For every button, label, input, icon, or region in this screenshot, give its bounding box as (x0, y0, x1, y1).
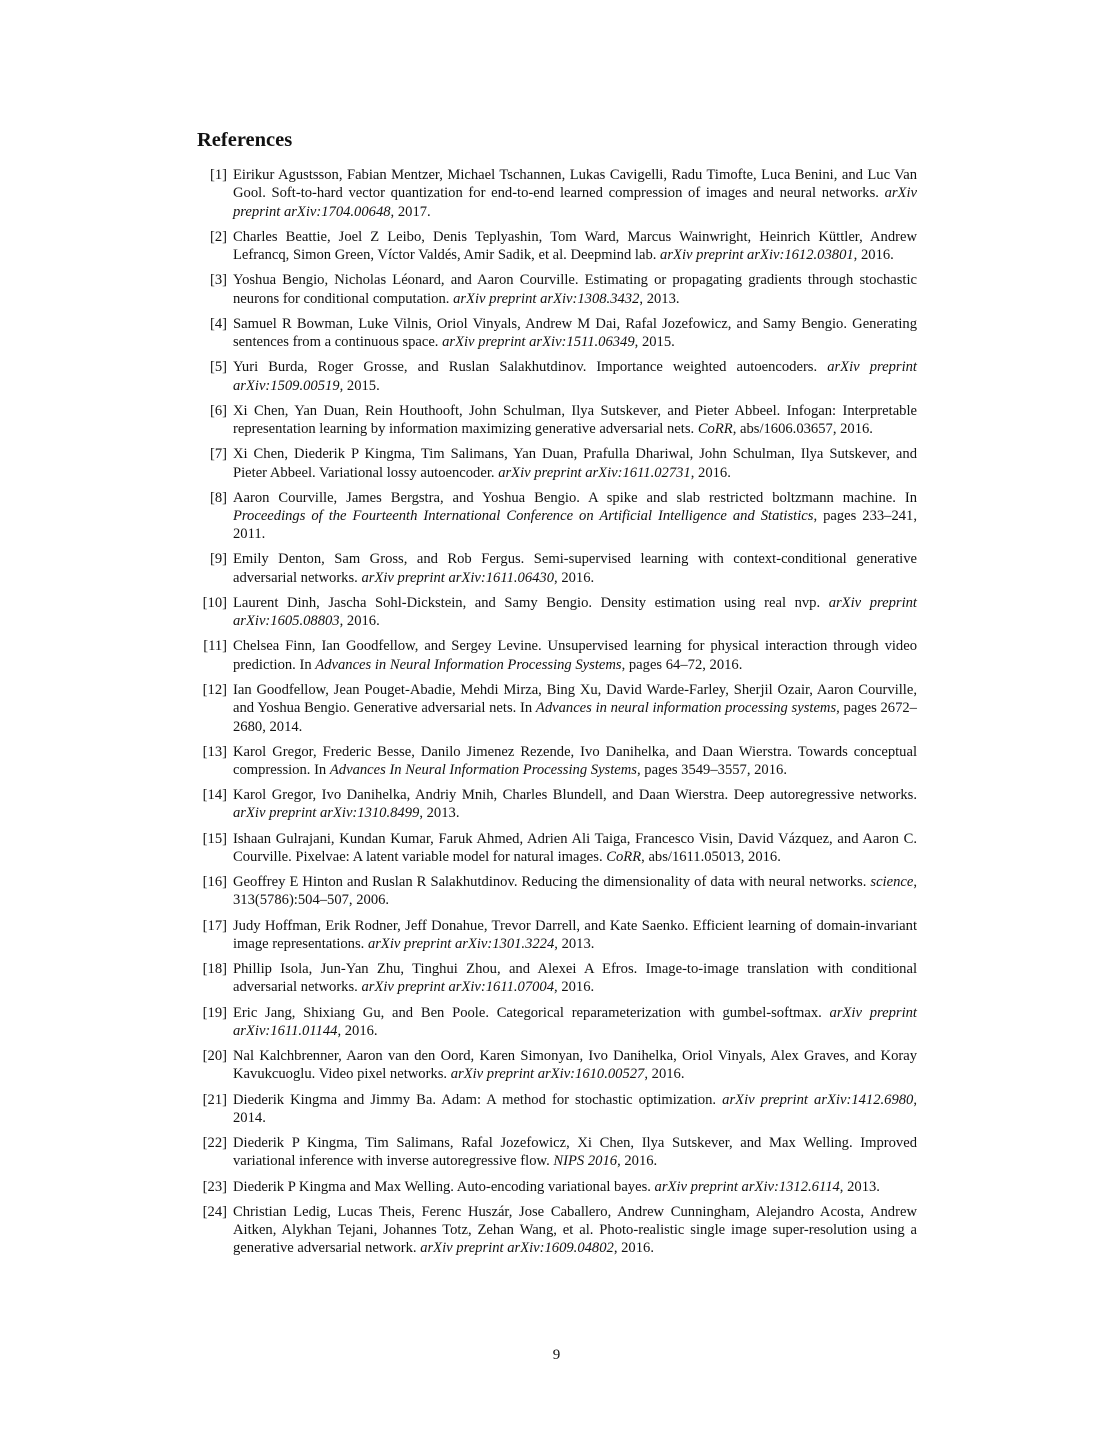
reference-number: [14] (202, 787, 227, 804)
reference-number: [1] (209, 167, 227, 183)
reference-text (233, 1004, 917, 1041)
reference-venue: Advances In Neural Information Processing Systems (329, 762, 637, 778)
reference-segment: , pages 64–72, 2016. (621, 656, 743, 673)
reference-number: [2] (209, 228, 227, 245)
reference-text (233, 917, 917, 954)
reference-number: [20] (202, 1048, 227, 1065)
reference-segment: , 2016. (644, 1066, 685, 1083)
reference-text (233, 873, 917, 910)
reference-segment: Ian Goodfellow, Jean Pouget-Abadie, Mehdi Mirza, Bing Xu, David Warde-Farley, Sherjil Ozair, Aaron Courville, and Yoshua Bengio. Generative adversarial nets. In (233, 681, 917, 717)
reference-venue: CoRR (697, 421, 733, 438)
reference-text (233, 550, 917, 587)
reference-text (233, 402, 917, 439)
reference-segment: Judy Hoffman, Erik Rodner, Jeff Donahue, Trevor Darrell, and Kate Saenko. Efficient learning of domain-invariant image representations. (233, 917, 917, 952)
reference-segment: Eirikur Agustsson, Fabian Mentzer, Michael Tschannen, Lukas Cavigelli, Radu Timofte, Luca Benini, and Luc Van Gool. Soft-to-hard vector quantization for end-to-end learned compression of images and neural networks. (233, 167, 917, 202)
reference-number: [22] (202, 1135, 227, 1152)
reference-entry (197, 358, 917, 395)
reference-venue: CoRR (606, 848, 642, 865)
reference-entry (197, 786, 917, 823)
reference-text (233, 637, 917, 674)
reference-segment: Emily Denton, Sam Gross, and Rob Fergus. Semi-supervised learning with context-conditional generative adversarial networks. (233, 551, 917, 586)
reference-segment: Karol Gregor, Ivo Danihelka, Andriy Mnih, Charles Blundell, and Daan Wierstra. Deep autoregressive networks. (233, 787, 917, 804)
section-title: References (197, 129, 293, 151)
reference-segment: , abs/1611.05013, 2016. (641, 848, 781, 865)
reference-venue: arXiv preprint arXiv:1704.00648 (233, 185, 917, 220)
reference-entry (197, 228, 917, 265)
reference-venue: arXiv preprint arXiv:1412.6980 (722, 1091, 914, 1108)
reference-text (233, 1047, 917, 1084)
reference-entry (197, 960, 917, 997)
reference-text (233, 1134, 917, 1171)
reference-text (233, 960, 917, 997)
reference-entry (197, 637, 917, 674)
reference-venue: arXiv preprint arXiv:1509.00519 (233, 359, 917, 394)
reference-number: [13] (202, 743, 227, 760)
page-number: 9 (552, 1347, 561, 1363)
reference-entry (197, 681, 917, 736)
reference-segment: , 2016. (853, 247, 894, 264)
reference-entry (197, 550, 917, 587)
reference-venue: arXiv preprint arXiv:1312.6114 (654, 1178, 840, 1195)
reference-entry (197, 830, 917, 867)
reference-number: [11] (203, 638, 227, 655)
reference-segment: Geoffrey E Hinton and Ruslan R Salakhutdinov. Reducing the dimensionality of data with neural networks. (233, 874, 871, 891)
reference-text (233, 445, 917, 482)
reference-text (233, 271, 917, 308)
reference-segment: Diederik P Kingma, Tim Salimans, Rafal Jozefowicz, Xi Chen, Ilya Sutskever, and Max Welling. Improved variational inference with inverse autoregressive flow. (233, 1135, 917, 1170)
reference-venue: arXiv preprint arXiv:1611.02731 (498, 464, 691, 481)
reference-segment: , 2016. (617, 1153, 658, 1170)
reference-segment: Ishaan Gulrajani, Kundan Kumar, Faruk Ahmed, Adrien Ali Taiga, Francesco Visin, David Vázquez, and Aaron C. Courville. Pixelvae: A latent variable model for natural images. (233, 830, 917, 865)
reference-text (233, 743, 917, 780)
reference-entry (197, 594, 917, 631)
reference-segment: Diederik Kingma and Jimmy Ba. Adam: A method for stochastic optimization. (233, 1091, 723, 1108)
reference-number: [4] (209, 315, 227, 332)
reference-segment: , pages 233–241, 2011. (233, 507, 917, 543)
reference-segment: Xi Chen, Diederik P Kingma, Tim Salimans, Yan Duan, Prafulla Dhariwal, John Schulman, Ilya Sutskever, and Pieter Abbeel. Variational lossy autoencoder. (233, 446, 917, 481)
reference-segment: Xi Chen, Yan Duan, Rein Houthooft, John Schulman, Ilya Sutskever, and Pieter Abbeel. Infogan: Interpretable representation learning by information maximizing generative adversarial nets. (233, 402, 917, 438)
reference-segment: , 2013. (839, 1178, 880, 1195)
reference-segment: Chelsea Finn, Ian Goodfellow, and Sergey Levine. Unsupervised learning for physical interaction through video prediction. In (233, 638, 917, 673)
reference-venue: arXiv preprint arXiv:1511.06349 (442, 334, 635, 351)
reference-text (233, 830, 917, 867)
reference-entry (197, 743, 917, 780)
reference-venue: arXiv preprint arXiv:1301.3224 (367, 935, 555, 952)
reference-segment: , pages 3549–3557, 2016. (636, 762, 787, 778)
reference-entry (197, 873, 917, 910)
reference-number: [15] (202, 830, 227, 847)
reference-entry (197, 271, 917, 308)
reference-entry (197, 1134, 917, 1171)
reference-venue: science (870, 874, 914, 891)
reference-number: [16] (202, 874, 227, 891)
reference-segment: , 2016. (337, 1022, 378, 1039)
reference-venue: arXiv preprint arXiv:1310.8499 (233, 805, 420, 822)
reference-venue: arXiv preprint arXiv:1611.01144 (233, 1004, 917, 1039)
reference-entry (197, 445, 917, 482)
reference-venue: arXiv preprint arXiv:1605.08803 (233, 594, 917, 630)
reference-text (233, 166, 917, 221)
reference-segment: , abs/1606.03657, 2016. (732, 421, 873, 438)
reference-number: [6] (209, 402, 227, 419)
reference-number: [10] (202, 594, 227, 611)
reference-number: [12] (202, 681, 227, 698)
reference-number: [24] (202, 1203, 227, 1220)
reference-number: [5] (209, 359, 227, 376)
reference-segment: , 2016. (613, 1240, 654, 1257)
reference-venue: Proceedings of the Fourteenth International Conference on Artificial Intelligence and Statistics (233, 507, 814, 524)
reference-segment: Christian Ledig, Lucas Theis, Ferenc Huszár, Jose Caballero, Andrew Cunningham, Alejandro Acosta, Andrew Aitken, Alykhan Tejani, Johannes Totz, Zehan Wang, et al. Photo-realistic single image super-resolution using a generative adversarial network. (233, 1203, 917, 1257)
reference-venue: arXiv preprint arXiv:1609.04802 (420, 1240, 614, 1257)
reference-list (197, 166, 917, 1265)
reference-segment: Phillip Isola, Jun-Yan Zhu, Tinghui Zhou, and Alexei A Efros. Image-to-image translation with conditional adversarial networks. (233, 961, 917, 996)
reference-entry (197, 1091, 917, 1128)
reference-segment: , 2014. (233, 1091, 918, 1126)
reference-venue: arXiv preprint arXiv:1611.06430 (361, 569, 555, 586)
reference-entry (197, 315, 917, 352)
reference-segment: , 313(5786):504–507, 2006. (233, 874, 917, 909)
reference-segment: , pages 2672–2680, 2014. (233, 700, 917, 735)
reference-segment: , 2013. (419, 805, 460, 822)
reference-entry (197, 1203, 917, 1258)
reference-text (233, 1178, 917, 1196)
reference-number: [17] (202, 917, 227, 934)
reference-entry (197, 402, 917, 439)
reference-text (233, 786, 917, 823)
reference-venue: arXiv preprint arXiv:1611.07004 (361, 979, 555, 996)
reference-segment: , 2016. (690, 464, 731, 481)
reference-text (233, 1203, 917, 1258)
reference-text (233, 681, 917, 736)
reference-segment: , 2016. (339, 613, 380, 630)
reference-segment: Laurent Dinh, Jascha Sohl-Dickstein, and Samy Bengio. Density estimation using real nvp. (233, 594, 829, 611)
reference-segment: Diederik P Kingma and Max Welling. Auto-encoding variational bayes. (233, 1178, 655, 1195)
reference-venue: Advances in neural information processing systems (535, 700, 837, 717)
reference-segment: Yoshua Bengio, Nicholas Léonard, and Aaron Courville. Estimating or propagating gradients through stochastic neurons for conditional computation. (233, 272, 917, 307)
reference-entry (197, 166, 917, 221)
reference-segment: Aaron Courville, James Bergstra, and Yoshua Bengio. A spike and slab restricted boltzmann machine. In (233, 489, 917, 506)
reference-text (233, 1091, 917, 1128)
reference-segment: , 2017. (390, 203, 431, 220)
reference-venue: NIPS 2016 (553, 1153, 618, 1170)
reference-segment: Charles Beattie, Joel Z Leibo, Denis Teplyashin, Tom Ward, Marcus Wainwright, Heinrich Küttler, Andrew Lefrancq, Simon Green, Víctor Valdés, Amir Sadik, et al. Deepmind lab. (233, 228, 917, 264)
reference-segment: Yuri Burda, Roger Grosse, and Ruslan Salakhutdinov. Importance weighted autoencoders. (233, 359, 828, 376)
reference-segment: , 2013. (639, 290, 680, 307)
reference-segment: Samuel R Bowman, Luke Vilnis, Oriol Vinyals, Andrew M Dai, Rafal Jozefowicz, and Samy Bengio. Generating sentences from a continuous space. (233, 315, 917, 351)
reference-venue: arXiv preprint arXiv:1308.3432 (453, 290, 640, 307)
reference-venue: Advances in Neural Information Processing Systems (315, 656, 622, 673)
reference-text (233, 315, 917, 352)
reference-segment: Eric Jang, Shixiang Gu, and Ben Poole. Categorical reparameterization with gumbel-softmax. (233, 1004, 830, 1021)
reference-number: [18] (202, 961, 227, 978)
reference-segment: , 2016. (554, 979, 595, 996)
reference-text (233, 594, 917, 631)
reference-segment: Nal Kalchbrenner, Aaron van den Oord, Karen Simonyan, Ivo Danihelka, Oriol Vinyals, Alex Graves, and Koray Kavukcuoglu. Video pixel networks. (233, 1048, 917, 1083)
reference-entry (197, 1047, 917, 1084)
reference-text (233, 358, 917, 395)
reference-number: [7] (209, 446, 227, 463)
reference-number: [3] (209, 272, 227, 289)
reference-entry (197, 917, 917, 954)
reference-entry (197, 489, 917, 544)
reference-venue: arXiv preprint arXiv:1612.03801 (660, 247, 854, 264)
reference-segment: , 2015. (634, 334, 675, 351)
reference-text (233, 228, 917, 265)
reference-entry (197, 1178, 917, 1196)
reference-segment: Karol Gregor, Frederic Besse, Danilo Jimenez Rezende, Ivo Danihelka, and Daan Wierstra. Towards conceptual compression. In (233, 743, 917, 778)
reference-number: [19] (202, 1004, 227, 1021)
reference-segment: , 2013. (554, 935, 595, 952)
reference-entry (197, 1004, 917, 1041)
reference-number: [8] (209, 489, 227, 506)
reference-segment: , 2016. (554, 569, 595, 586)
reference-number: [9] (209, 551, 227, 568)
reference-number: [21] (202, 1091, 227, 1108)
reference-segment: , 2015. (339, 377, 380, 394)
reference-text (233, 489, 917, 544)
reference-number: [23] (202, 1178, 227, 1195)
reference-venue: arXiv preprint arXiv:1610.00527 (450, 1066, 645, 1083)
